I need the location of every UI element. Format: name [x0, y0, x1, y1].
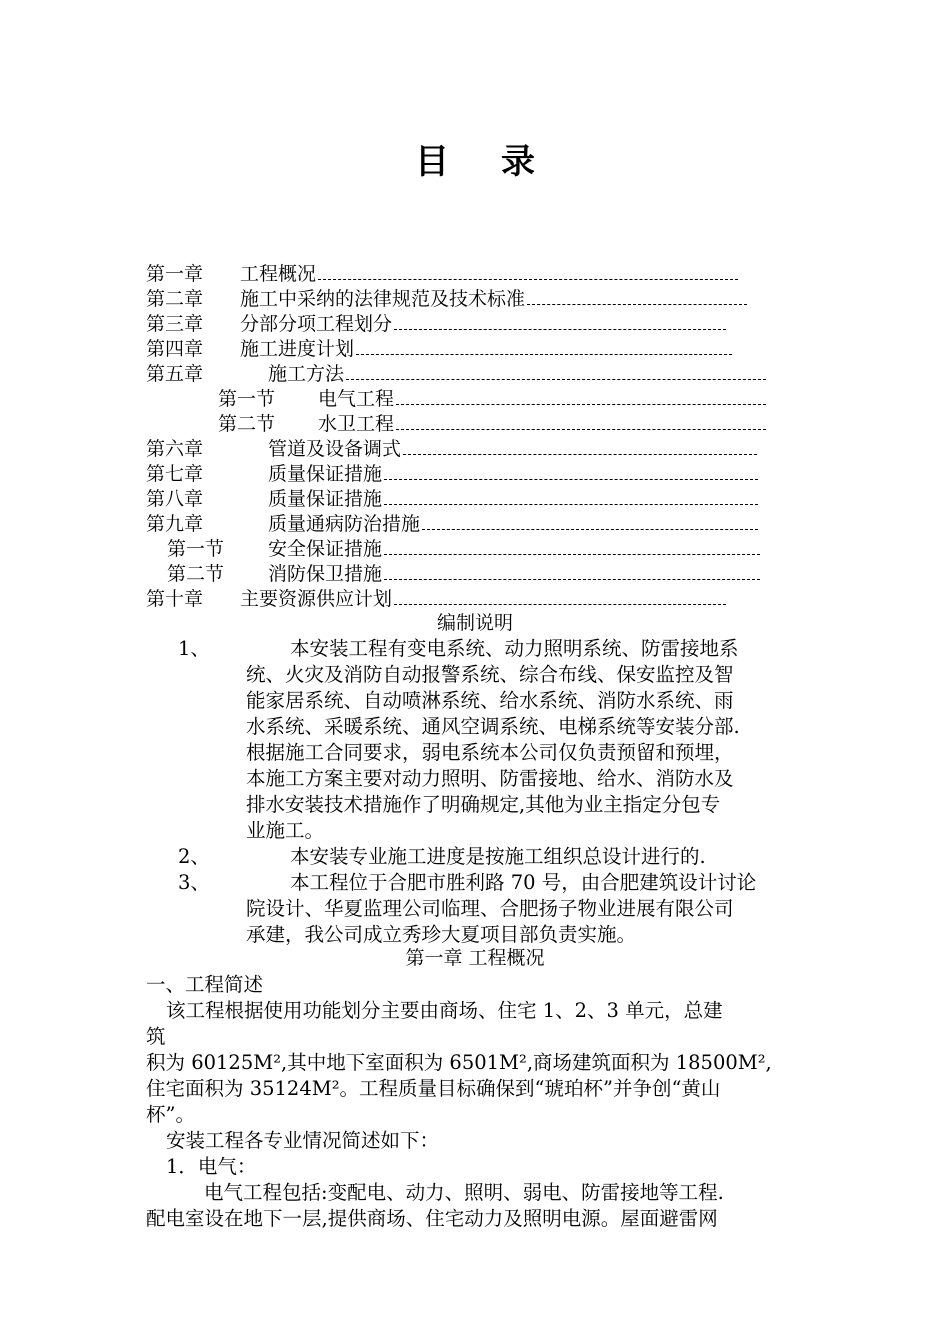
toc-leader: [384, 565, 760, 580]
note-line: 统、火灾及消防自动报警系统、综合布线、保安监控及智: [246, 663, 734, 686]
note-line: 本安装专业施工进度是按施工组织总设计进行的.: [290, 845, 706, 868]
paragraph-line: 住宅面积为 35124M²。工程质量目标确保到“琥珀杯”并争创“黄山: [146, 1077, 721, 1100]
toc-leader: [384, 465, 758, 480]
toc-entry[interactable]: 第一节 安全保证措施: [167, 537, 760, 562]
note-line: 本施工方案主要对动力照明、防雷接地、给水、消防水及: [246, 767, 734, 790]
toc-entry[interactable]: 第六章 管道及设备调式: [146, 437, 757, 462]
paragraph-line: 该工程根据使用功能划分主要由商场、住宅 1、2、3 单元，总建: [166, 999, 723, 1022]
toc-entry[interactable]: 第二节 水卫工程: [218, 412, 766, 437]
toc-leader: [384, 540, 760, 555]
paragraph-line: 安装工程各专业情况简述如下：: [166, 1129, 440, 1152]
notes-heading: 编制说明: [436, 612, 513, 634]
toc-leader: [318, 265, 738, 280]
toc-leader: [356, 340, 732, 355]
toc-entry[interactable]: 第八章 质量保证措施: [146, 487, 758, 512]
item-number: 1、: [178, 637, 210, 660]
note-line: 本安装工程有变电系统、动力照明系统、防雷接地系: [290, 637, 739, 660]
item-number: 2、: [178, 845, 210, 868]
section-heading: 1．电气：: [166, 1155, 257, 1178]
chapter-heading: 第一章 工程概况: [405, 947, 545, 969]
toc-entry[interactable]: 第三章 分部分项工程划分: [146, 312, 726, 337]
paragraph-line: 配电室设在地下一层,提供商场、住宅动力及照明电源。屋面避雷网: [146, 1207, 718, 1230]
paragraph-line: 杯”。: [146, 1103, 195, 1126]
toc-entry[interactable]: 第一章 工程概况: [146, 262, 738, 287]
note-line: 承建，我公司成立秀珍大夏项目部负责实施。: [246, 923, 637, 946]
toc-leader: [403, 440, 757, 455]
note-line: 本工程位于合肥市胜利路 70 号，由合肥建筑设计讨论: [290, 871, 757, 894]
toc-entry[interactable]: 第十章 主要资源供应计划: [146, 587, 726, 612]
toc-entry[interactable]: 第四章 施工进度计划: [146, 337, 732, 362]
section-heading: 一、工程简述: [146, 973, 264, 996]
toc-entry[interactable]: 第九章 质量通病防治措施: [146, 512, 758, 537]
page-title: 目 录: [415, 142, 535, 182]
toc-leader: [396, 390, 766, 405]
toc-leader: [527, 290, 747, 305]
toc-leader: [394, 315, 726, 330]
note-line: 根据施工合同要求，弱电系统本公司仅负责预留和预埋，: [246, 741, 734, 764]
toc-leader: [394, 590, 726, 605]
note-line: 能家居系统、自动喷淋系统、给水系统、消防水系统、雨: [246, 689, 734, 712]
paragraph-line: 电气工程包括:变配电、动力、照明、弱电、防雷接地等工程.: [204, 1181, 724, 1204]
note-line: 院设计、华夏监理公司临理、合肥扬子物业进展有限公司: [246, 897, 734, 920]
toc-entry[interactable]: 第五章 施工方法: [146, 362, 766, 387]
toc-entry[interactable]: 第一节 电气工程: [218, 387, 766, 412]
toc-entry[interactable]: 第二节 消防保卫措施: [167, 562, 760, 587]
paragraph-line: 筑: [146, 1025, 166, 1048]
toc-entry[interactable]: 第二章 施工中采纳的法律规范及技术标准: [146, 287, 747, 312]
note-line: 排水安装技术措施作了明确规定,其他为业主指定分包专: [246, 793, 721, 816]
note-line: 业施工。: [246, 819, 325, 842]
toc-leader: [384, 490, 758, 505]
paragraph-line: 积为 60125M²,其中地下室面积为 6501M²,商场建筑面积为 18500M²,: [146, 1051, 772, 1074]
item-number: 3、: [178, 871, 210, 894]
toc-leader: [346, 365, 766, 380]
note-line: 水系统、采暖系统、通风空调系统、电梯系统等安装分部.: [246, 715, 740, 738]
toc-leader: [422, 515, 758, 530]
toc-leader: [396, 415, 766, 430]
toc-entry[interactable]: 第七章 质量保证措施: [146, 462, 758, 487]
